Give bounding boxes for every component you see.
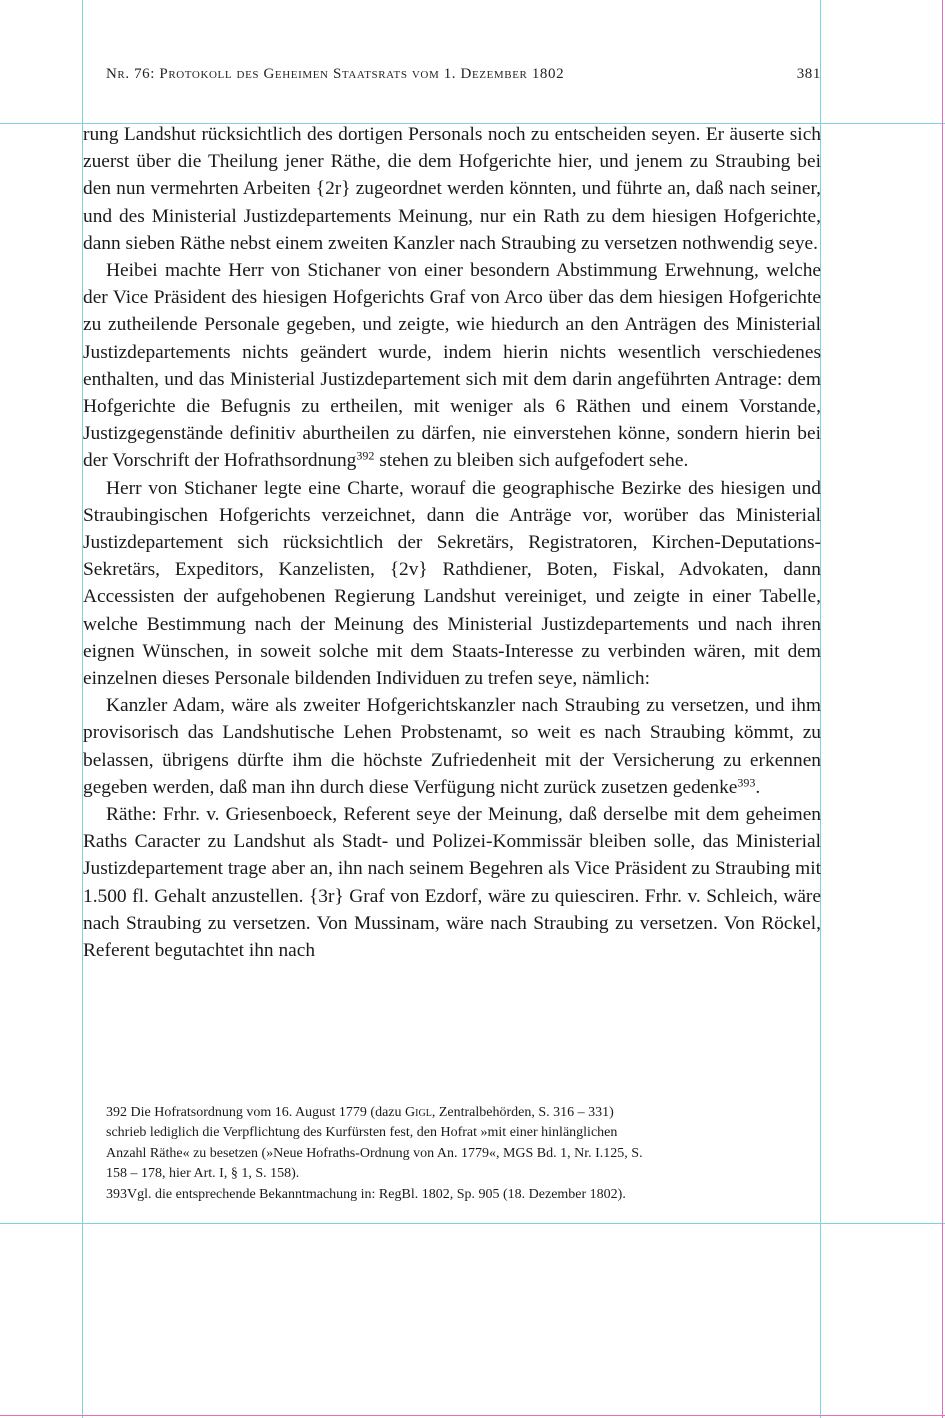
trim-line-bottom	[0, 1415, 945, 1416]
running-head-title: Nr. 76: Protokoll des Geheimen Staatsrats vom 1. Dezember 1802	[106, 66, 565, 82]
page-number: 381	[796, 66, 821, 82]
footnote-text: , Zentralbehörden, S. 316 – 331) schrieb lediglich die Verpflichtung des Kurfürsten fest, den Hofrat »mit einer hinlänglichen Anzahl Räthe« zu besetzen (»Neue Hofraths-Ordnung von An. 1779«, MGS Bd. 1, Nr. I.125, S. 158 – 178, hier Art. I, § 1, S. 158).	[106, 1105, 643, 1182]
paragraph	[83, 121, 821, 257]
guide-line-bottom	[0, 1223, 945, 1224]
paragraph-text: Herr von Stichaner legte eine Charte, worauf die geographische Bezirke des hiesigen und Straubingischen Hofgerichts verzeichnet, dann die Anträge vor, worüber das Ministerial Justizdepartement sich rücksichtlich der Sekretärs, Registratoren, Kirchen-Deputations-Sekretärs, Expeditors, Kanzelisten, {2v} Rathdiener, Boten, Fiskal, Advokaten, dann Accessisten der aufgehobenen Regierung Landshut vereiniget, und zeigte in einer Tabelle, welche Bestimmung nach der Meinung des Ministerial Justizdepartements und nach ihren eignen Wünschen, in soweit solche mit dem Staats-Interesse zu verbinden wären, mit dem einzelnen dieses Personale bildenden Individuen zu trefen seye, nämlich:	[83, 477, 821, 690]
footnote	[106, 1185, 651, 1205]
paragraph	[83, 257, 821, 475]
body-text	[83, 121, 821, 964]
footnote-author: Gigl	[405, 1105, 432, 1120]
footnote-text: 392 Die Hofratsordnung vom 16. August 1779 (dazu	[106, 1105, 406, 1120]
paragraph	[83, 692, 821, 801]
footnotes	[106, 1103, 651, 1205]
paragraph-text: .	[755, 776, 761, 798]
paragraph	[83, 475, 821, 693]
footnote	[106, 1103, 651, 1185]
footnote-text: 393Vgl. die entsprechende Bekanntmachung in: RegBl. 1802, Sp. 905 (18. Dezember 1802).	[106, 1186, 626, 1202]
trim-line-right	[942, 0, 943, 1418]
paragraph	[83, 801, 821, 964]
paragraph-text: Kanzler Adam, wäre als zweiter Hofgerichtskanzler nach Straubing zu versetzen, und ihm provisorisch das Landshutische Lehen Probstenamt, so weit es nach Straubing kömmt, zu belassen, übrigens dürfte ihm die höchste Zufriedenheit mit der Versicherung zu erkennen gegeben werden, daß man ihn durch diese Verfügung nicht zurück zusetzen gedenke	[83, 695, 821, 798]
footnote-ref[interactable]: 392	[356, 448, 375, 463]
paragraph-text: stehen zu bleiben sich aufgefodert sehe.	[374, 450, 689, 472]
paragraph-text: Räthe: Frhr. v. Griesenboeck, Referent seye der Meinung, daß derselbe mit dem geheimen Raths Caracter zu Landshut als Stadt- und Polizei-Kommissär bleiben solle, das Ministerial Justizdepartement trage aber an, ihn nach seinem Begehren als Vice Präsident zu Straubing mit 1.500 fl. Gehalt anzustellen. {3r} Graf von Ezdorf, wäre zu quiesciren. Frhr. v. Schleich, wäre nach Straubing zu versetzen. Von Mussinam, wäre nach Straubing zu versetzen. Von Röckel, Referent begutachtet ihn nach	[83, 804, 821, 962]
footnote-ref[interactable]: 393	[737, 775, 756, 790]
paragraph-text: Heibei machte Herr von Stichaner von einer besondern Abstimmung Erwehnung, welche der Vice Präsident des hiesigen Hofgerichts Graf von Arco über das dem hiesigen Hofgerichte zu zutheilende Personale gegeben, und zeigte, wie hiedurch an den Anträgen des Ministerial Justizdepartements nichts geändert wurde, indem hierin nichts wesentlich verschiedenes enthalten, und das Ministerial Justizdepartement sich mit dem darin angeführten Antrage: dem Hofgerichte die Befugnis zu ertheilen, mit weniger als 6 Räthen und einem Vorstande, Justizgegenstände definitiv aburtheilen zu därfen, nie einverstehen könne, sondern hierin bei der Vorschrift der Hofrathsordnung	[83, 260, 821, 472]
paragraph-text: rung Landshut rücksichtlich des dortigen Personals noch zu entscheiden seyen. Er äuserte sich zuerst über die Theilung jener Räthe, die dem Hofgerichte hier, und jenem zu Straubing bei den nun vermehrten Arbeiten {2r} zugeordnet werden könnten, und führte an, daß nach seiner, und des Ministerial Justizdepartements Meinung, nur ein Rath zu dem hiesigen Hofgerichte, dann sieben Räthe nebst einem zweiten Kanzler nach Straubing zu versetzen nothwendig seye.	[83, 124, 821, 254]
